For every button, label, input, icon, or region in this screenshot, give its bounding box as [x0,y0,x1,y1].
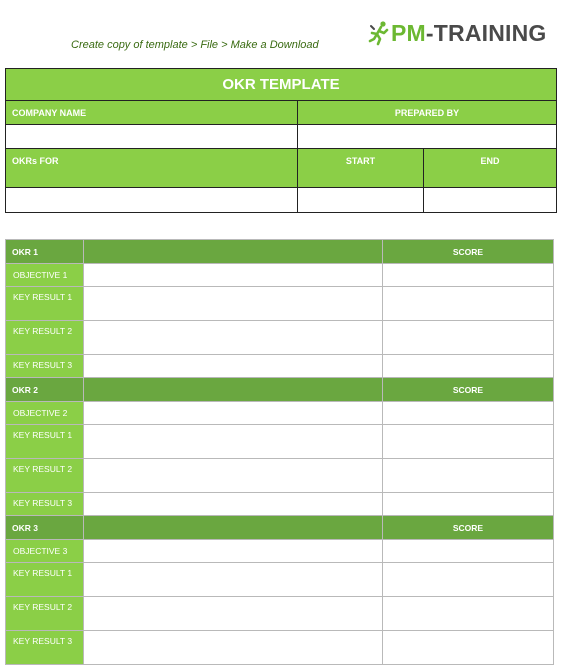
prepared-by-field[interactable] [298,125,557,149]
objective-score-field[interactable] [383,264,554,287]
key-result-label: KEY RESULT 1 [6,563,84,597]
okr-title: OKR 3 [6,516,84,540]
company-name-label: COMPANY NAME [6,101,298,125]
objective-field[interactable] [84,402,383,425]
key-result-field[interactable] [84,631,383,665]
end-field[interactable] [424,188,557,213]
okr-block-2 [5,377,553,527]
logo-text [391,20,547,47]
key-result-score-field[interactable] [383,631,554,665]
key-result-label: KEY RESULT 3 [6,355,84,389]
key-result-label: KEY RESULT 1 [6,287,84,321]
template-title: OKR TEMPLATE [6,69,557,101]
key-result-label: KEY RESULT 2 [6,321,84,355]
key-result-field[interactable] [84,459,383,493]
score-label: SCORE [383,378,554,402]
objective-label: OBJECTIVE 2 [6,402,84,425]
key-result-score-field[interactable] [383,597,554,631]
objective-label: OBJECTIVE 3 [6,540,84,563]
okr-block-3 [5,515,553,665]
okr-title: OKR 2 [6,378,84,402]
key-result-field[interactable] [84,321,383,355]
key-result-field[interactable] [84,563,383,597]
end-label: END [424,149,557,188]
key-result-field[interactable] [84,597,383,631]
start-label: START [298,149,424,188]
key-result-field[interactable] [84,287,383,321]
key-result-label: KEY RESULT 1 [6,425,84,459]
key-result-field[interactable] [84,425,383,459]
objective-field[interactable] [84,264,383,287]
prepared-by-label: PREPARED BY [298,101,557,125]
okr-header-table [5,68,556,209]
key-result-score-field[interactable] [383,459,554,493]
key-result-label: KEY RESULT 2 [6,459,84,493]
key-result-score-field[interactable] [383,563,554,597]
pm-training-logo [368,17,547,49]
okr-block-1 [5,239,553,389]
logo-pm: PM [391,19,426,46]
key-result-label: KEY RESULT 3 [6,631,84,665]
okr-title-field[interactable] [84,240,383,264]
key-result-label: KEY RESULT 3 [6,493,84,527]
key-result-score-field[interactable] [383,287,554,321]
score-label: SCORE [383,516,554,540]
key-result-score-field[interactable] [383,321,554,355]
okr-title-field[interactable] [84,516,383,540]
key-result-label: KEY RESULT 2 [6,597,84,631]
instruction-text: Create copy of template > File > Make a Download [71,39,319,51]
start-field[interactable] [298,188,424,213]
score-label: SCORE [383,240,554,264]
okrs-for-field[interactable] [6,188,298,213]
objective-label: OBJECTIVE 1 [6,264,84,287]
objective-field[interactable] [84,540,383,563]
objective-score-field[interactable] [383,402,554,425]
objective-score-field[interactable] [383,540,554,563]
okr-title: OKR 1 [6,240,84,264]
okr-title-field[interactable] [84,378,383,402]
okrs-for-label: OKRs FOR [6,149,298,188]
running-figure-icon [368,20,390,46]
logo-training: -TRAINING [425,19,547,46]
key-result-score-field[interactable] [383,425,554,459]
company-name-field[interactable] [6,125,298,149]
